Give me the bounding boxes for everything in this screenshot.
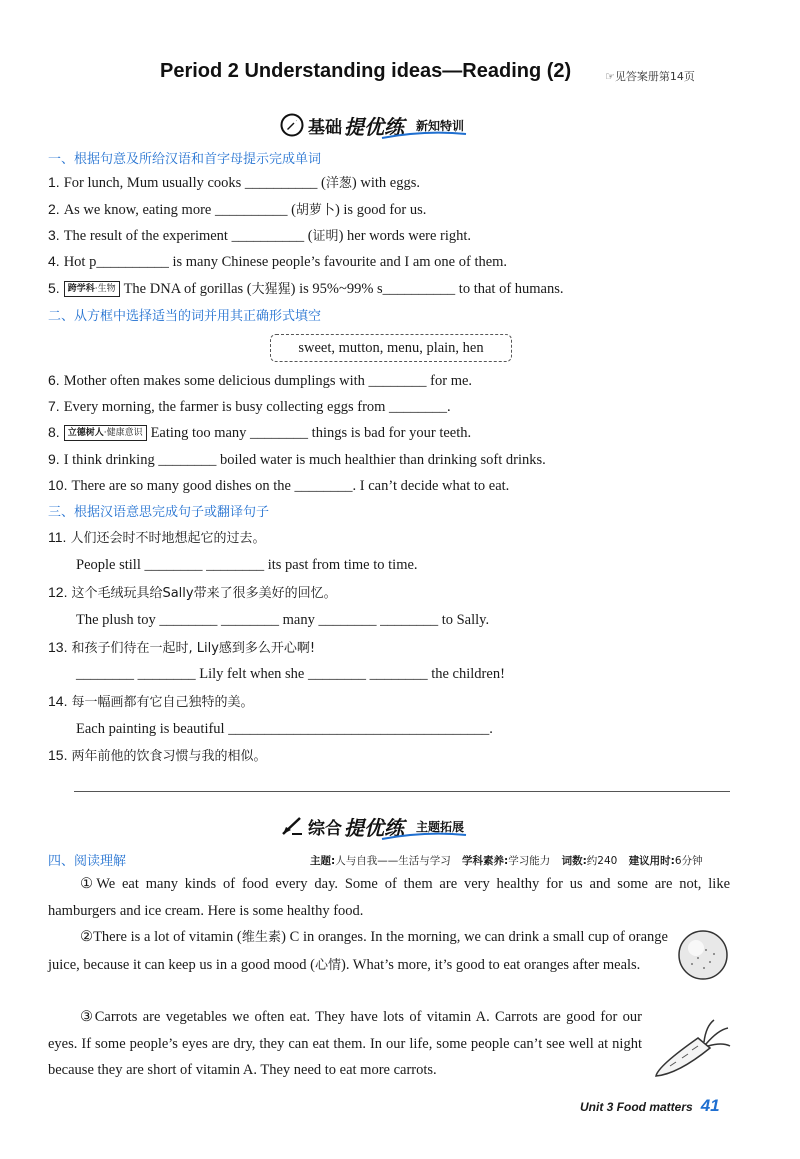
banner-swoosh-icon (380, 128, 470, 140)
chinese-hint: 胡萝卜 (295, 203, 335, 218)
question-text: ) is good for us. (334, 202, 427, 218)
answer-line-11: People still ________ ________ its past from time to time. (76, 557, 418, 573)
question-number: 12. (48, 584, 68, 600)
section-divider (74, 791, 730, 792)
orange-illustration (676, 928, 730, 982)
answer-line-12: The plush toy ________ ________ many ________ ________ to Sally. (76, 612, 490, 628)
page-number: 41 (700, 1096, 720, 1115)
question-number: 8. (48, 424, 60, 440)
question-15 (48, 745, 266, 767)
question-number: 2. (48, 201, 60, 217)
question-number: 9. (48, 451, 60, 467)
banner-basic-label: 基础 (308, 117, 342, 138)
banner-basic-title: 提优练 (344, 114, 404, 139)
question-text: There are so many good dishes on the ________. I can’t decide what to eat. (71, 478, 510, 494)
chinese-hint: 洋葱 (325, 176, 352, 191)
meta-key: 建议用时: (628, 855, 675, 867)
question-number: 5. (48, 280, 60, 296)
reading-meta (310, 853, 703, 868)
chinese-sentence: 每一幅画都有它自己独特的美。 (71, 695, 254, 710)
question-11 (48, 527, 265, 549)
question-number: 14. (48, 693, 68, 709)
question-text: Every morning, the farmer is busy collecting eggs from ________. (63, 399, 451, 415)
section4-heading: 四、阅读理解 (48, 854, 127, 869)
section1-heading: 一、根据句意及所给汉语和首字母提示完成单词 (48, 152, 322, 167)
pen-logo-icon (280, 814, 304, 838)
rocket-logo-icon (280, 113, 304, 137)
banner-comprehensive-subtitle: 主题拓展 (416, 819, 465, 834)
question-6 (48, 370, 472, 391)
question-text: Mother often makes some delicious dumplings with ________ for me. (63, 373, 473, 389)
tag-sub-label: ·健康意识 (103, 428, 143, 438)
chinese-sentence: 和孩子们待在一起时, Lily感到多么开心啊! (71, 641, 316, 656)
question-4 (48, 251, 507, 272)
question-10 (48, 475, 509, 496)
banner-swoosh-icon (380, 829, 470, 841)
paragraph-text: ). What’s more, it’s good to eat oranges after meals. (340, 956, 641, 973)
section3-heading: 三、根据汉语意思完成句子或翻译句子 (48, 505, 270, 520)
reading-paragraph-1: ①We eat many kinds of food every day. Some of them are very healthy for us and some are not, like hamburgers and ice cream. Here is some healthy food. (48, 876, 730, 919)
question-text: Hot p__________ is many Chinese people’s favourite and I am one of them. (63, 254, 508, 270)
question-5 (48, 278, 564, 300)
question-7 (48, 396, 451, 417)
reading-paragraph-3: ③Carrots are vegetables we often eat. They have lots of vitamin A. Carrots are good for our eyes. If some people’s eyes are dry, they can eat them. In our life, some people can’t see well at night because they are short of vitamin A. They need to eat more carrots. (48, 1009, 642, 1078)
chinese-sentence: 这个毛绒玩具给Sally带来了很多美好的回忆。 (71, 586, 337, 601)
reading-paragraph-2 (48, 924, 668, 979)
chinese-hint: 维生素 (241, 930, 282, 945)
carrot-illustration (648, 1016, 732, 1082)
banner-comprehensive-title: 提优练 (344, 815, 404, 840)
meta-value: 人与自我——生活与学习 (335, 855, 451, 867)
question-8 (48, 422, 471, 443)
banner-basic (280, 110, 464, 140)
section2-heading: 二、从方框中选择适当的词并用其正确形式填空 (48, 309, 322, 324)
chinese-hint: 心情 (314, 957, 341, 973)
question-text: As we know, eating more __________ ( (63, 202, 296, 218)
question-number: 1. (48, 174, 60, 190)
banner-comprehensive (280, 811, 464, 841)
meta-key: 词数: (561, 855, 587, 867)
page-title: Period 2 Understanding ideas—Reading (2) (160, 60, 572, 82)
question-text: The result of the experiment __________ ( (63, 228, 313, 244)
tag-sub-label: ·生物 (94, 284, 116, 294)
question-number: 4. (48, 253, 60, 269)
meta-value: 6分钟 (674, 855, 703, 867)
answer-reference: ☞见答案册第14页 (605, 70, 695, 83)
word-box: sweet, mutton, menu, plain, hen (270, 334, 512, 362)
answer-line-14: Each painting is beautiful ____________________________________. (76, 721, 493, 737)
question-number: 6. (48, 372, 60, 388)
chinese-hint: 大猩猩 (251, 282, 291, 297)
question-2 (48, 199, 426, 221)
question-9 (48, 449, 546, 470)
question-text: The DNA of gorillas ( (123, 281, 252, 297)
cross-subject-tag (64, 281, 120, 297)
question-number: 11. (48, 529, 67, 545)
paragraph-text: ) C in oranges. In the morning, we can drink a small cup of orange juice, because it can keep us in a good mood ( (48, 929, 668, 973)
meta-key: 学科素养: (462, 855, 509, 867)
question-number: 3. (48, 227, 60, 243)
tag-label: 立德树人 (67, 428, 104, 438)
paragraph-text: ②There is a lot of vitamin ( (80, 929, 242, 945)
answer-line-13: ________ ________ Lily felt when she ________ ________ the children! (76, 666, 505, 682)
unit-label: Unit 3 Food matters (580, 1100, 693, 1114)
question-14 (48, 691, 253, 713)
meta-value: 学习能力 (508, 855, 551, 867)
question-13 (48, 637, 315, 659)
question-text: ) her words were right. (338, 228, 472, 244)
question-1 (48, 172, 420, 194)
chinese-sentence: 人们还会时不时地想起它的过去。 (70, 531, 266, 546)
page-footer (580, 1096, 720, 1116)
moral-education-tag (64, 425, 147, 441)
question-number: 15. (48, 747, 68, 763)
chinese-hint: 证明 (312, 229, 339, 244)
question-text: ) with eggs. (351, 175, 420, 191)
banner-basic-subtitle: 新知特训 (416, 118, 465, 133)
meta-key: 主题: (310, 855, 336, 867)
question-number: 7. (48, 398, 60, 414)
question-text: ) is 95%~99% s__________ to that of humans. (290, 281, 564, 297)
question-12 (48, 582, 337, 604)
question-3 (48, 225, 471, 247)
question-text: Eating too many ________ things is bad for your teeth. (150, 425, 472, 441)
question-text: I think drinking ________ boiled water is much healthier than drinking soft drinks. (63, 452, 546, 468)
question-number: 10. (48, 477, 68, 493)
chinese-sentence: 两年前他的饮食习惯与我的相似。 (71, 749, 267, 764)
tag-label: 跨学科 (67, 284, 95, 294)
banner-comprehensive-label: 综合 (308, 818, 342, 839)
question-number: 13. (48, 639, 68, 655)
question-text: For lunch, Mum usually cooks __________ ( (63, 175, 326, 191)
meta-value: 约240 (586, 855, 618, 867)
